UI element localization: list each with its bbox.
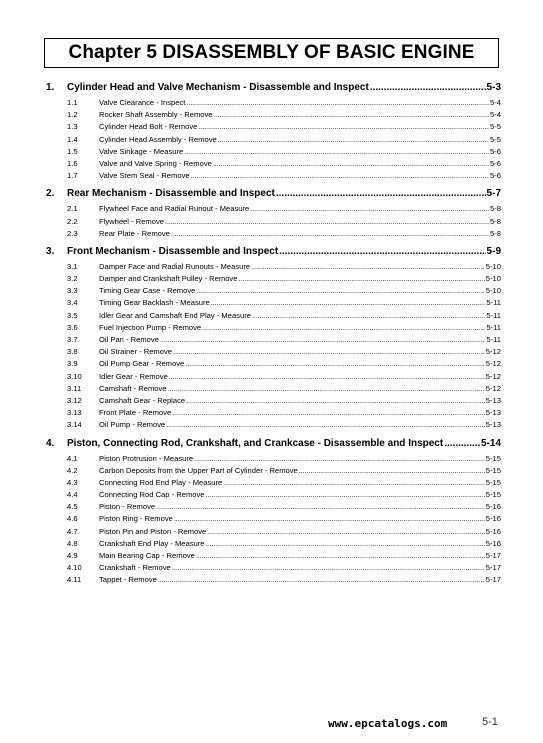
item-title: Rear Plate - Remove: [99, 228, 170, 238]
toc-item[interactable]: [46, 420, 501, 432]
leader-dots: [158, 577, 485, 584]
chapter-title: [44, 38, 499, 68]
item-number: 4.2: [67, 465, 78, 475]
leader-dots: [252, 313, 485, 320]
item-title: Oil Pump Gear - Remove: [99, 359, 185, 369]
leader-dots: [299, 468, 485, 475]
item-number: 1.1: [67, 98, 78, 107]
toc-section: [46, 246, 501, 433]
item-page: 5-4: [490, 98, 501, 107]
item-title: Flywheel Face and Radial Runout - Measure: [99, 204, 250, 214]
item-number: 1.7: [67, 171, 78, 181]
toc-item[interactable]: [46, 171, 501, 183]
leader-dots: [276, 188, 486, 199]
toc-item[interactable]: [46, 454, 501, 466]
toc-section: [46, 188, 501, 241]
item-page: 5-11: [486, 322, 501, 332]
item-title: Camshaft - Remove: [99, 383, 167, 393]
chapter-title-text: Chapter 5 DISASSEMBLY OF BASIC ENGINE: [68, 42, 475, 63]
item-number: 3.4: [67, 298, 78, 308]
section-title: Front Mechanism - Disassemble and Inspect: [67, 245, 279, 257]
leader-dots: [251, 264, 485, 271]
leader-dots: [214, 112, 489, 119]
item-title: Cylinder Head Bolt - Remove: [99, 122, 198, 132]
leader-dots: [223, 480, 485, 487]
toc-item[interactable]: [46, 384, 501, 396]
toc-item[interactable]: [46, 311, 501, 323]
item-number: 3.6: [67, 322, 78, 332]
item-page: 5-13: [485, 395, 501, 405]
item-page: 5-17: [485, 563, 501, 573]
toc-item[interactable]: [46, 98, 501, 110]
item-page: 5-12: [485, 347, 501, 357]
item-page: 5-4: [490, 110, 501, 120]
leader-dots: [202, 325, 485, 332]
toc-item[interactable]: [46, 359, 501, 371]
item-page: 5-6: [490, 171, 501, 181]
section-page: 5-7: [486, 188, 501, 200]
item-page: 5-5: [490, 134, 501, 144]
item-page: 5-15: [485, 465, 501, 475]
section-title: Piston, Connecting Rod, Crankshaft, and Crankcase - Disassemble and Inspect: [67, 437, 444, 449]
leader-dots: [213, 161, 489, 168]
toc-item[interactable]: [46, 229, 501, 241]
item-title: Valve and Valve Spring - Remove: [99, 158, 212, 168]
toc-item[interactable]: [46, 298, 501, 310]
toc-item[interactable]: [46, 122, 501, 134]
toc-item[interactable]: [46, 372, 501, 384]
leader-dots: [238, 276, 484, 283]
item-title: Damper Face and Radial Runouts - Measure: [99, 261, 251, 271]
item-page: 5-5: [490, 122, 501, 132]
item-number: 1.5: [67, 146, 78, 156]
leader-dots: [206, 541, 485, 548]
item-title: Oil Pan - Remove: [99, 335, 159, 344]
item-title: Valve Sinkage - Measure: [99, 146, 184, 156]
item-title: Piston Pin and Piston - Remove: [99, 526, 207, 536]
item-page: 5-6: [490, 158, 501, 168]
section-title: Cylinder Head and Valve Mechanism - Disassemble and Inspect: [67, 82, 369, 93]
item-title: Rocker Shaft Assembly - Remove: [99, 110, 213, 120]
item-page: 5-8: [490, 216, 501, 226]
leader-dots: [172, 565, 485, 572]
section-number: 4.: [46, 437, 55, 449]
item-page: 5-17: [485, 575, 501, 585]
toc-item[interactable]: [46, 551, 501, 563]
item-number: 2.2: [67, 216, 78, 226]
section-page: 5-14: [480, 437, 501, 449]
toc-item[interactable]: [46, 110, 501, 122]
toc-item[interactable]: [46, 490, 501, 502]
leader-dots: [218, 137, 489, 144]
item-title: Piston - Remove: [99, 502, 156, 512]
section-page: 5-3: [486, 82, 501, 93]
leader-dots: [206, 492, 485, 499]
item-number: 3.13: [67, 408, 82, 418]
item-number: 3.8: [67, 347, 78, 357]
item-number: 3.5: [67, 310, 78, 320]
toc-item[interactable]: [46, 135, 501, 147]
toc-section: [46, 438, 501, 588]
toc-item[interactable]: [46, 502, 501, 514]
item-page: 5-11: [486, 310, 501, 320]
leader-dots: [172, 410, 485, 417]
item-title: Valve Clearance - Inspect: [99, 98, 186, 107]
toc-section-heading[interactable]: [46, 82, 501, 98]
leader-dots: [211, 300, 486, 307]
leader-dots: [186, 100, 489, 107]
item-title: Piston Ring - Remove: [99, 514, 173, 524]
toc-item[interactable]: [46, 478, 501, 490]
item-title: Crankshaft - Remove: [99, 563, 171, 573]
item-page: 5-10: [485, 274, 501, 284]
watermark-url[interactable]: www.epcatalogs.com: [328, 717, 448, 730]
leader-dots: [169, 374, 485, 381]
toc-item[interactable]: [46, 159, 501, 171]
leader-dots: [171, 231, 489, 238]
leader-dots: [279, 246, 485, 257]
item-title: Flywheel - Remove: [99, 216, 164, 226]
item-title: Idler Gear and Camshaft End Play - Measure: [99, 310, 251, 320]
toc-item[interactable]: [46, 335, 501, 347]
item-number: 1.3: [67, 122, 78, 132]
leader-dots: [156, 504, 485, 511]
item-number: 4.4: [67, 490, 78, 500]
leader-dots: [166, 422, 485, 429]
item-page: 5-8: [490, 204, 501, 214]
item-page: 5-15: [485, 490, 501, 500]
item-number: 3.14: [67, 420, 82, 430]
leader-dots: [196, 288, 484, 295]
item-page: 5-13: [485, 408, 501, 418]
leader-dots: [184, 149, 489, 156]
leader-dots: [191, 173, 489, 180]
toc-item[interactable]: [46, 217, 501, 229]
toc-item[interactable]: [46, 262, 501, 274]
item-page: 5-15: [485, 477, 501, 487]
toc-item[interactable]: [46, 408, 501, 420]
toc-item[interactable]: [46, 286, 501, 298]
item-page: 5-17: [485, 551, 501, 560]
item-title: Carbon Deposits from the Upper Part of Cylinder - Remove: [99, 465, 298, 475]
leader-dots: [174, 516, 485, 523]
toc-section-heading[interactable]: [46, 188, 501, 204]
item-page: 5-8: [490, 228, 501, 238]
page-number: 5-1: [482, 716, 498, 728]
item-page: 5-16: [485, 502, 501, 512]
leader-dots: [165, 219, 489, 226]
item-number: 4.3: [67, 477, 78, 487]
toc-section: [46, 82, 501, 183]
leader-dots: [160, 337, 485, 344]
item-title: Front Plate - Remove: [99, 408, 172, 418]
toc-item[interactable]: [46, 204, 501, 216]
leader-dots: [444, 438, 480, 449]
item-title: Connecting Rod End Play - Measure: [99, 477, 223, 487]
item-number: 4.10: [67, 563, 82, 573]
item-title: Oil Strainer - Remove: [99, 347, 173, 357]
item-number: 4.11: [67, 575, 82, 585]
item-page: 5-12: [485, 371, 501, 381]
item-page: 5-11: [486, 335, 501, 344]
item-page: 5-10: [485, 286, 501, 296]
leader-dots: [194, 456, 485, 463]
item-number: 4.8: [67, 538, 78, 548]
item-page: 5-11: [486, 298, 501, 308]
toc-item[interactable]: [46, 527, 501, 539]
toc-item[interactable]: [46, 466, 501, 478]
leader-dots: [196, 553, 485, 560]
item-title: Idler Gear - Remove: [99, 371, 168, 381]
item-title: Camshaft Gear - Replace: [99, 395, 186, 405]
section-number: 1.: [46, 82, 55, 93]
item-number: 3.1: [67, 261, 78, 271]
item-title: Cylinder Head Assembly - Remove: [99, 134, 217, 144]
item-number: 1.4: [67, 134, 78, 144]
item-title: Timing Gear Case - Remove: [99, 286, 196, 296]
section-number: 2.: [46, 188, 55, 200]
section-title: Rear Mechanism - Disassemble and Inspect: [67, 188, 275, 200]
toc-section-heading[interactable]: [46, 438, 501, 454]
item-number: 2.3: [67, 228, 78, 238]
item-number: 3.3: [67, 286, 78, 296]
item-page: 5-12: [485, 383, 501, 393]
toc-item[interactable]: [46, 274, 501, 286]
section-page: 5-9: [486, 245, 501, 257]
item-number: 3.2: [67, 274, 78, 284]
item-title: Timing Gear Backlash - Measure: [99, 298, 210, 308]
table-of-contents: [46, 82, 501, 593]
toc-item[interactable]: [46, 539, 501, 551]
toc-item[interactable]: [46, 396, 501, 408]
toc-item[interactable]: [46, 323, 501, 335]
item-number: 1.2: [67, 110, 78, 120]
item-title: Piston Protrusion - Measure: [99, 453, 194, 463]
item-number: 4.6: [67, 514, 78, 524]
toc-item[interactable]: [46, 514, 501, 526]
leader-dots: [186, 398, 485, 405]
item-page: 5-16: [485, 526, 501, 536]
leader-dots: [185, 361, 485, 368]
item-page: 5-10: [485, 261, 501, 271]
leader-dots: [198, 124, 489, 131]
item-title: Tappet - Remove: [99, 575, 157, 585]
leader-dots: [250, 206, 489, 213]
item-title: Crankshaft End Play - Measure: [99, 538, 205, 548]
item-page: 5-16: [485, 514, 501, 524]
item-page: 5-13: [485, 420, 501, 430]
leader-dots: [370, 82, 486, 93]
item-title: Valve Stem Seal - Remove: [99, 171, 190, 181]
item-number: 2.1: [67, 204, 78, 214]
item-page: 5-15: [485, 453, 501, 463]
item-number: 4.7: [67, 526, 78, 536]
toc-item[interactable]: [46, 563, 501, 575]
toc-section-heading[interactable]: [46, 246, 501, 262]
leader-dots: [207, 529, 485, 536]
item-title: Oil Pump - Remove: [99, 420, 166, 430]
item-title: Main Bearing Cap - Remove: [99, 551, 195, 560]
item-number: 1.6: [67, 158, 78, 168]
item-number: 3.10: [67, 371, 82, 381]
item-number: 4.1: [67, 453, 78, 463]
item-number: 4.5: [67, 502, 78, 512]
toc-item[interactable]: [46, 147, 501, 159]
item-title: Fuel Injection Pump - Remove: [99, 322, 202, 332]
item-number: 4.9: [67, 551, 78, 560]
toc-item[interactable]: [46, 347, 501, 359]
section-number: 3.: [46, 245, 55, 257]
item-number: 3.12: [67, 395, 82, 405]
item-title: Damper and Crankshaft Pulley - Remove: [99, 274, 238, 284]
item-page: 5-12: [485, 359, 501, 369]
item-title: Connecting Rod Cap - Remove: [99, 490, 205, 500]
item-page: 5-16: [485, 538, 501, 548]
item-page: 5-6: [490, 146, 501, 156]
item-number: 3.7: [67, 335, 78, 344]
leader-dots: [168, 386, 485, 393]
item-number: 3.9: [67, 359, 78, 369]
item-number: 3.11: [67, 383, 82, 393]
toc-item[interactable]: [46, 575, 501, 587]
leader-dots: [173, 349, 485, 356]
